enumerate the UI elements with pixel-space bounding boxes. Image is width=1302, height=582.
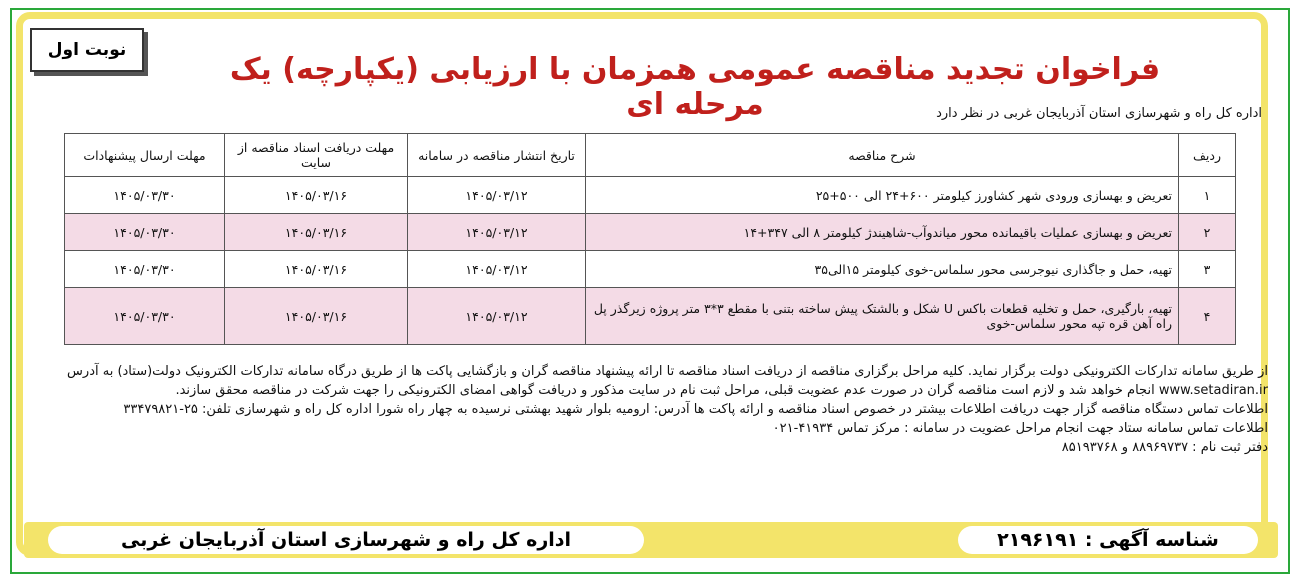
cell-num: ۱ [1179, 177, 1236, 214]
note-setad-contact: اطلاعات تماس سامانه ستاد جهت انجام مراحل عضویت در سامانه : مرکز تماس ۴۱۹۳۴-۰۲۱ [772, 421, 1268, 436]
col-publish: تاریخ انتشار مناقصه در سامانه [408, 134, 586, 177]
table-row [65, 214, 1236, 251]
table-row [65, 251, 1236, 288]
cell-receive: ۱۴۰۵/۰۳/۱۶ [225, 214, 408, 251]
note-registration: دفتر ثبت نام : ۸۸۹۶۹۷۳۷ و ۸۵۱۹۳۷۶۸ [1061, 440, 1268, 455]
footer-ad-id-wrap [958, 524, 1268, 556]
cell-publish: ۱۴۰۵/۰۳/۱۲ [408, 177, 586, 214]
table-row [65, 288, 1236, 345]
cell-desc: تهیه، حمل و جاگذاری نیوجرسی محور سلماس-خوی کیلومتر ۱۵الی۳۵ [586, 251, 1179, 288]
footer-org: اداره کل راه و شهرسازی استان آذربایجان غربی [48, 526, 644, 554]
col-receive: مهلت دریافت اسناد مناقصه از سایت [225, 134, 408, 177]
round-badge: نوبت اول [30, 28, 144, 72]
cell-num: ۴ [1179, 288, 1236, 345]
cell-submit: ۱۴۰۵/۰۳/۳۰ [65, 177, 225, 214]
headline: فراخوان تجدید مناقصه عمومی همزمان با ارزیابی (یکپارچه) یک مرحله ای [229, 52, 1161, 122]
cell-receive: ۱۴۰۵/۰۳/۱۶ [225, 251, 408, 288]
cell-publish: ۱۴۰۵/۰۳/۱۲ [408, 214, 586, 251]
cell-publish: ۱۴۰۵/۰۳/۱۲ [408, 251, 586, 288]
cell-submit: ۱۴۰۵/۰۳/۳۰ [65, 214, 225, 251]
col-submit: مهلت ارسال پیشنهادات [65, 134, 225, 177]
table-header-row [65, 134, 1236, 177]
col-row: ردیف [1179, 134, 1236, 177]
cell-submit: ۱۴۰۵/۰۳/۳۰ [65, 251, 225, 288]
cell-desc: تعریض و بهسازی ورودی شهر کشاورز کیلومتر ۶۰۰+۲۴ الی ۵۰۰+۲۵ [586, 177, 1179, 214]
intro-text: اداره کل راه و شهرسازی استان آذربایجان غربی در نظر دارد [936, 106, 1262, 121]
cell-desc: تعریض و بهسازی عملیات باقیمانده محور میاندوآب-شاهیندژ کیلومتر ۸ الی ۳۴۷+۱۴ [586, 214, 1179, 251]
cell-receive: ۱۴۰۵/۰۳/۱۶ [225, 288, 408, 345]
table-row [65, 177, 1236, 214]
note-contact: اطلاعات تماس دستگاه مناقصه گزار جهت دریافت اطلاعات بیشتر در خصوص اسناد مناقصه و ارائه پاکت ها آدرس: ارومیه بلوار شهید بهشتی نرسیده به چهار راه شورا اداره کل راه و شهرسازی تلفن: ۲۵-۳۳۴۷۹۸۲۱ [123, 402, 1268, 417]
footer-ad-id: شناسه آگهی : ۲۱۹۶۱۹۱ [958, 526, 1258, 554]
cell-publish: ۱۴۰۵/۰۳/۱۲ [408, 288, 586, 345]
cell-num: ۲ [1179, 214, 1236, 251]
cell-submit: ۱۴۰۵/۰۳/۳۰ [65, 288, 225, 345]
footer-org-wrap [24, 524, 644, 556]
col-desc: شرح مناقصه [586, 134, 1179, 177]
note-procedure: از طریق سامانه تدارکات الکترونیکی دولت برگزار نماید. کلیه مراحل برگزاری مناقصه از دریافت اسناد مناقصه تا ارائه پیشنهاد مناقصه گران و بازگشایی پاکت ها از طریق درگاه سامانه تدارکات الکترونیک دولت(ستاد) به آدرس www.setadiran.ir انجام خواهد شد و لازم است مناقصه گران در صورت عدم عضویت قبلی، مراحل ثبت نام در سایت مذکور و دریافت گواهی امضای الکترونیکی را جهت شرکت در مناقصه محقق سازند. [67, 364, 1268, 398]
cell-desc: تهیه، بارگیری، حمل و تخلیه قطعات باکس U شکل و بالشتک پیش ساخته بتنی با مقطع ۳*۳ متر پروژه زیرگذر پل راه آهن قره تپه محور سلماس-خوی [586, 288, 1179, 345]
notes-block [38, 362, 1268, 457]
cell-num: ۳ [1179, 251, 1236, 288]
cell-receive: ۱۴۰۵/۰۳/۱۶ [225, 177, 408, 214]
tender-table [64, 133, 1236, 345]
